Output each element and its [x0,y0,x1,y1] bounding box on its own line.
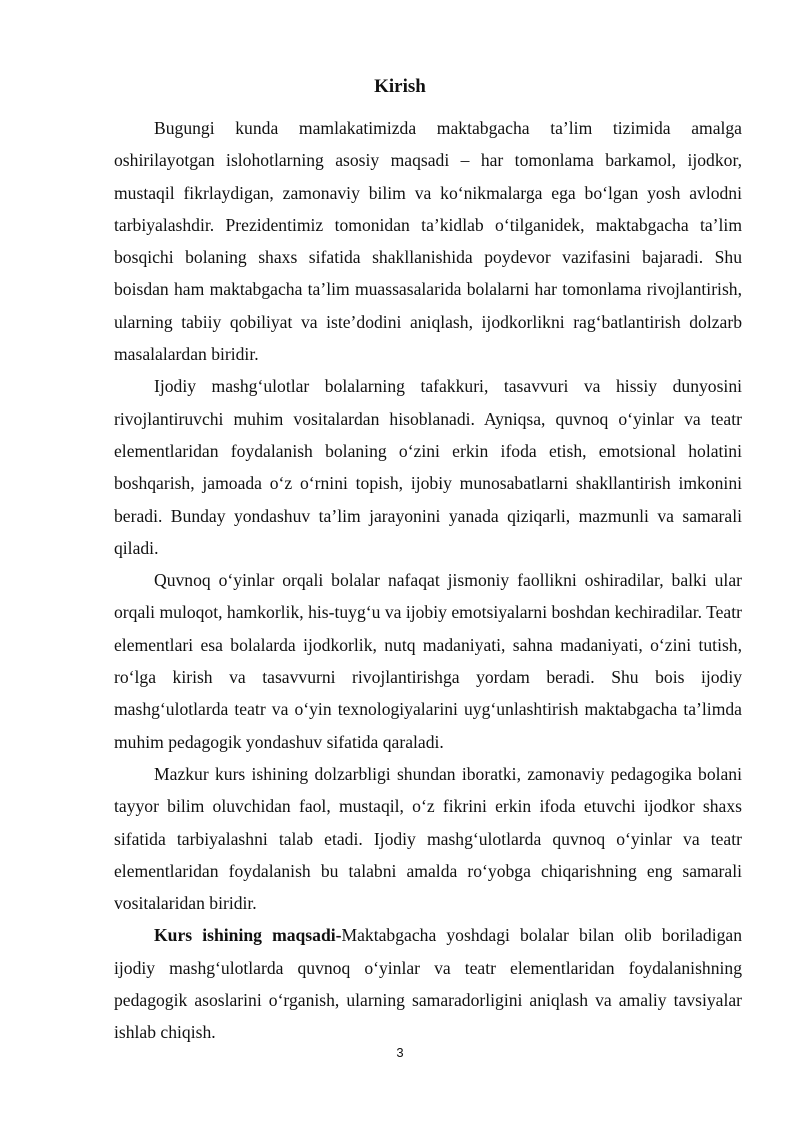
paragraph-5 [114,919,742,1048]
page-title: Kirish [374,76,426,97]
paragraph-text: Ijodiy mashg‘ulotlar bolalarning tafakkuri, tasavvuri va hissiy dunyosini rivojlantiruvchi muhim vositalardan hisoblanadi. Ayniqsa, quvnoq o‘yinlar va teatr elementlaridan foydalanish bolaning o‘zini erkin ifoda etish, emotsional holatini boshqarish, jamoada o‘z o‘rnini topish, ijobiy munosabatlarni shakllantirish imkonini beradi. Bunday yondashuv ta’lim jarayonini yanada qiziqarli, mazmunli va samarali qiladi. [114,376,742,558]
paragraph-3 [114,564,742,758]
paragraph-text: Bugungi kunda mamlakatimizda maktabgacha ta’lim tizimida amalga oshirilayotgan islohotlarning asosiy maqsadi – har tomonlama barkamol, ijodkor, mustaqil fikrlaydigan, zamonaviy bilim va ko‘nikmalarga ega bo‘lgan yosh avlodni tarbiyalashdir. Prezidentimiz tomonidan ta’kidlab o‘tilganidek, maktabgacha ta’lim bosqichi bolaning shaxs sifatida shakllanishida poydevor vazifasini bajaradi. Shu boisdan ham maktabgacha ta’lim muassasalarida bolalarni har tomonlama rivojlantirish, ularning tabiiy qobiliyat va iste’dodini aniqlash, ijodkorlikni rag‘batlantirish dolzarb masalalardan biridir. [114,118,742,365]
body-text [114,112,742,1049]
paragraph-bold-lead: Kurs ishining maqsadi- [154,925,342,946]
paragraph-4 [114,758,742,919]
paragraph-1 [114,112,742,370]
paragraph-text: Mazkur kurs ishining dolzarbligi shundan iboratki, zamonaviy pedagogika bolani tayyor bilim oluvchidan faol, mustaqil, o‘z fikrini erkin ifoda etuvchi ijodkor shaxs sifatida tarbiyalashni talab etadi. Ijodiy mashg‘ulotlarda quvnoq o‘yinlar va teatr elementlaridan foydalanish bu talabni amalda ro‘yobga chiqarishning eng samarali vositalaridan biridir. [114,763,742,914]
paragraph-2 [114,370,742,564]
paragraph-text: Quvnoq o‘yinlar orqali bolalar nafaqat jismoniy faollikni oshiradilar, balki ular orqali muloqot, hamkorlik, his-tuyg‘u va ijobiy emotsiyalarni boshdan kechiradilar. Teatr elementlari esa bolalarda ijodkorlik, nutq madaniyati, sahna madaniyati, o‘zini tutish, ro‘lga kirish va tasavvurni rivojlantirishga yordam beradi. Shu bois ijodiy mashg‘ulotlarda teatr va o‘yin texnologiyalarini uyg‘unlashtirish maktabgacha ta’limda muhim pedagogik yondashuv sifatida qaraladi. [114,570,742,752]
page-number: 3 [396,1045,404,1060]
paragraph-text: Maktabgacha yoshdagi bolalar bilan olib boriladigan ijodiy mashg‘ulotlarda quvnoq o‘yinlar va teatr elementlaridan foydalanishning pedagogik asoslarini o‘rganish, ularning samaradorligini aniqlash va amaliy tavsiyalar ishlab chiqish. [114,925,742,1043]
